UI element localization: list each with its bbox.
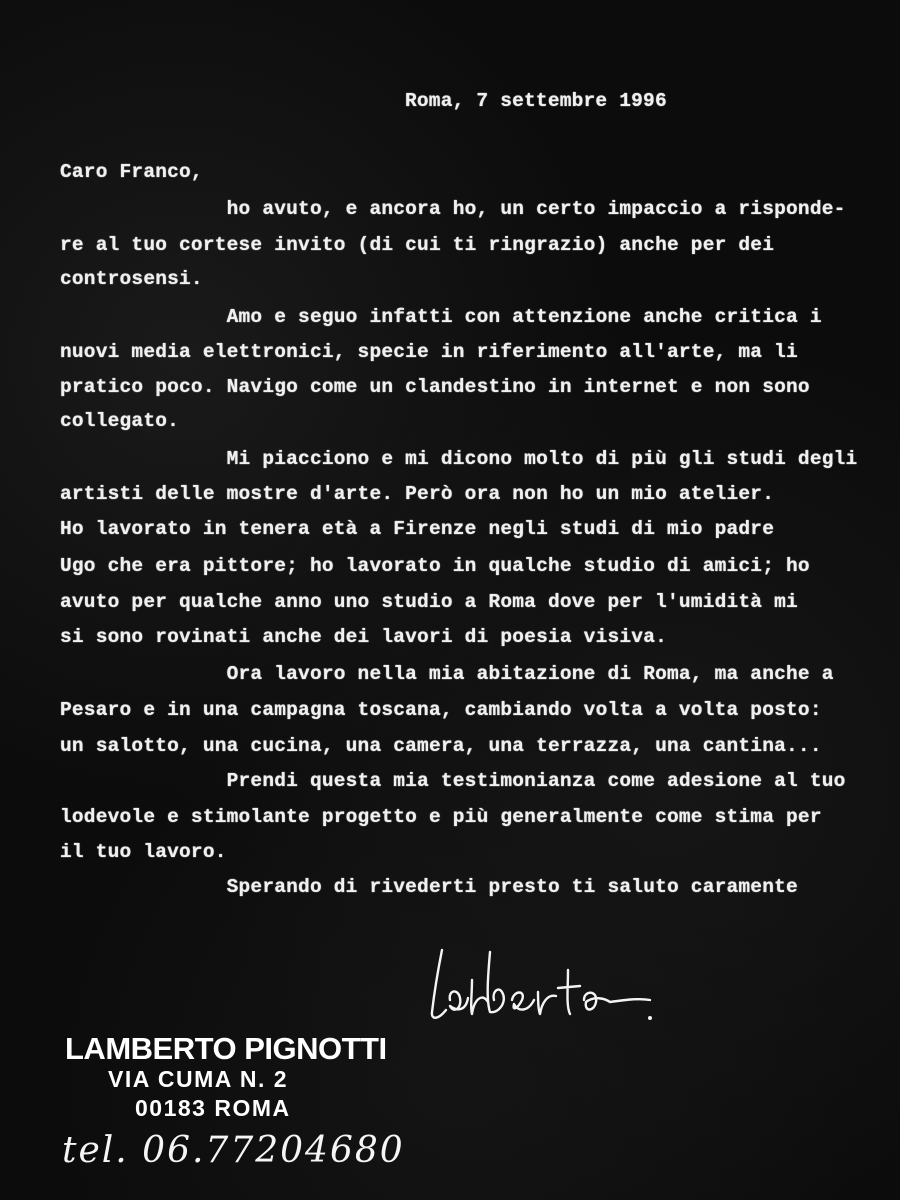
letter-line: ho avuto, e ancora ho, un certo impaccio a risponde- xyxy=(60,198,846,220)
letter-line: Prendi questa mia testimonianza come adesione al tuo xyxy=(60,770,846,792)
letter-line: re al tuo cortese invito (di cui ti ringrazio) anche per dei xyxy=(60,234,775,256)
letter-line: Ugo che era pittore; ho lavorato in qualche studio di amici; ho xyxy=(60,555,810,577)
stamp-name: LAMBERTO PIGNOTTI xyxy=(65,1031,387,1066)
letter-line: artisti delle mostre d'arte. Però ora non ho un mio atelier. xyxy=(60,483,775,505)
letter-line: collegato. xyxy=(60,410,180,432)
letter-line: Pesaro e in una campagna toscana, cambiando volta a volta posto: xyxy=(60,699,822,721)
handwritten-phone: tel. 06.77204680 xyxy=(62,1130,405,1171)
handwritten-signature xyxy=(428,940,668,1030)
letter-line: Mi piacciono e mi dicono molto di più gli studi degli xyxy=(60,448,858,470)
letter-line: avuto per qualche anno uno studio a Roma dove per l'umidità mi xyxy=(60,591,798,613)
stamp-city: 00183 ROMA xyxy=(135,1095,291,1121)
letter-line: Amo e seguo infatti con attenzione anche critica i xyxy=(60,306,822,328)
letter-line: Sperando di rivederti presto ti saluto caramente xyxy=(60,876,798,898)
letter-line: nuovi media elettronici, specie in riferimento all'arte, ma li xyxy=(60,341,798,363)
letter-salutation: Caro Franco, xyxy=(60,161,203,183)
letter-line: si sono rovinati anche dei lavori di poesia visiva. xyxy=(60,626,667,648)
letter-line: controsensi. xyxy=(60,268,203,290)
letter-line: un salotto, una cucina, una camera, una terrazza, una cantina... xyxy=(60,735,822,757)
letter-line: il tuo lavoro. xyxy=(60,841,227,863)
letter-line: Ho lavorato in tenera età a Firenze negli studi di mio padre xyxy=(60,518,775,540)
letter-line: lodevole e stimolante progetto e più generalmente come stima per xyxy=(60,806,822,828)
letter-date: Roma, 7 settembre 1996 xyxy=(405,90,667,112)
letter-line: Ora lavoro nella mia abitazione di Roma, ma anche a xyxy=(60,663,834,685)
stamp-street: VIA CUMA N. 2 xyxy=(108,1066,289,1092)
letter-line: pratico poco. Navigo come un clandestino in internet e non sono xyxy=(60,376,810,398)
